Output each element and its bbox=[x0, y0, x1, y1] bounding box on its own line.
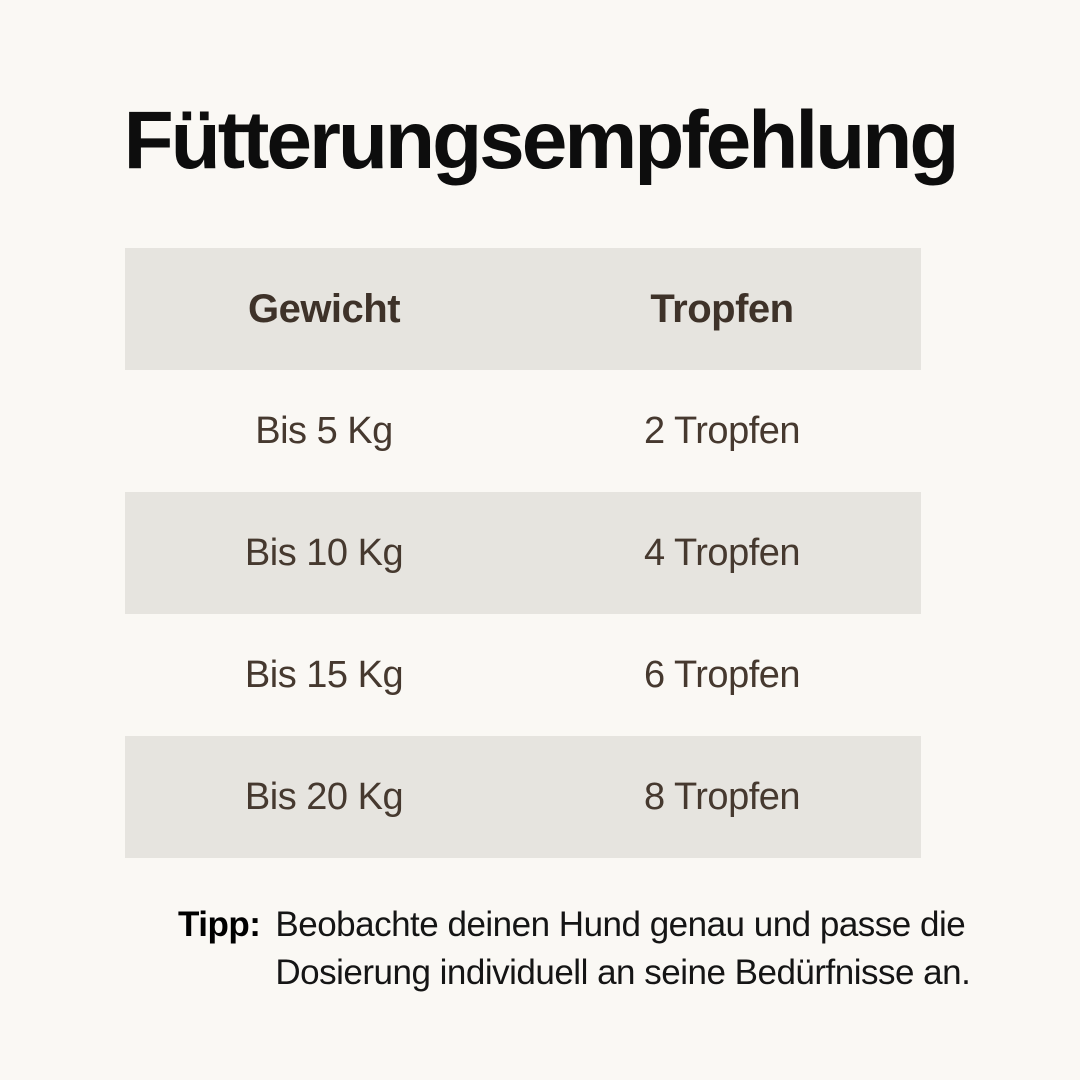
tip bbox=[178, 901, 970, 997]
tip-line: Dosierung individuell an seine Bedürfnisse an. bbox=[275, 953, 971, 992]
table-header-row bbox=[125, 248, 921, 370]
drops-cell: 6 Tropfen bbox=[643, 653, 801, 696]
table-row bbox=[125, 614, 921, 736]
drops-cell: 8 Tropfen bbox=[643, 775, 801, 818]
table-row bbox=[125, 370, 921, 492]
weight-cell: Bis 10 Kg bbox=[244, 531, 404, 574]
drops-cell: 4 Tropfen bbox=[643, 531, 801, 574]
column-header-tropfen: Tropfen bbox=[650, 286, 794, 331]
weight-cell: Bis 20 Kg bbox=[244, 775, 404, 818]
table-row bbox=[125, 492, 921, 614]
tip-line: Beobachte deinen Hund genau und passe die bbox=[275, 905, 966, 944]
column-header-gewicht: Gewicht bbox=[247, 286, 401, 331]
table-row bbox=[125, 736, 921, 858]
feeding-table bbox=[125, 248, 921, 858]
tip-text bbox=[275, 901, 970, 997]
tip-label: Tipp: bbox=[178, 905, 261, 944]
weight-cell: Bis 5 Kg bbox=[255, 409, 393, 452]
drops-cell: 2 Tropfen bbox=[643, 409, 801, 452]
weight-cell: Bis 15 Kg bbox=[244, 653, 404, 696]
page-title: Fütterungsempfehlung bbox=[123, 95, 957, 186]
